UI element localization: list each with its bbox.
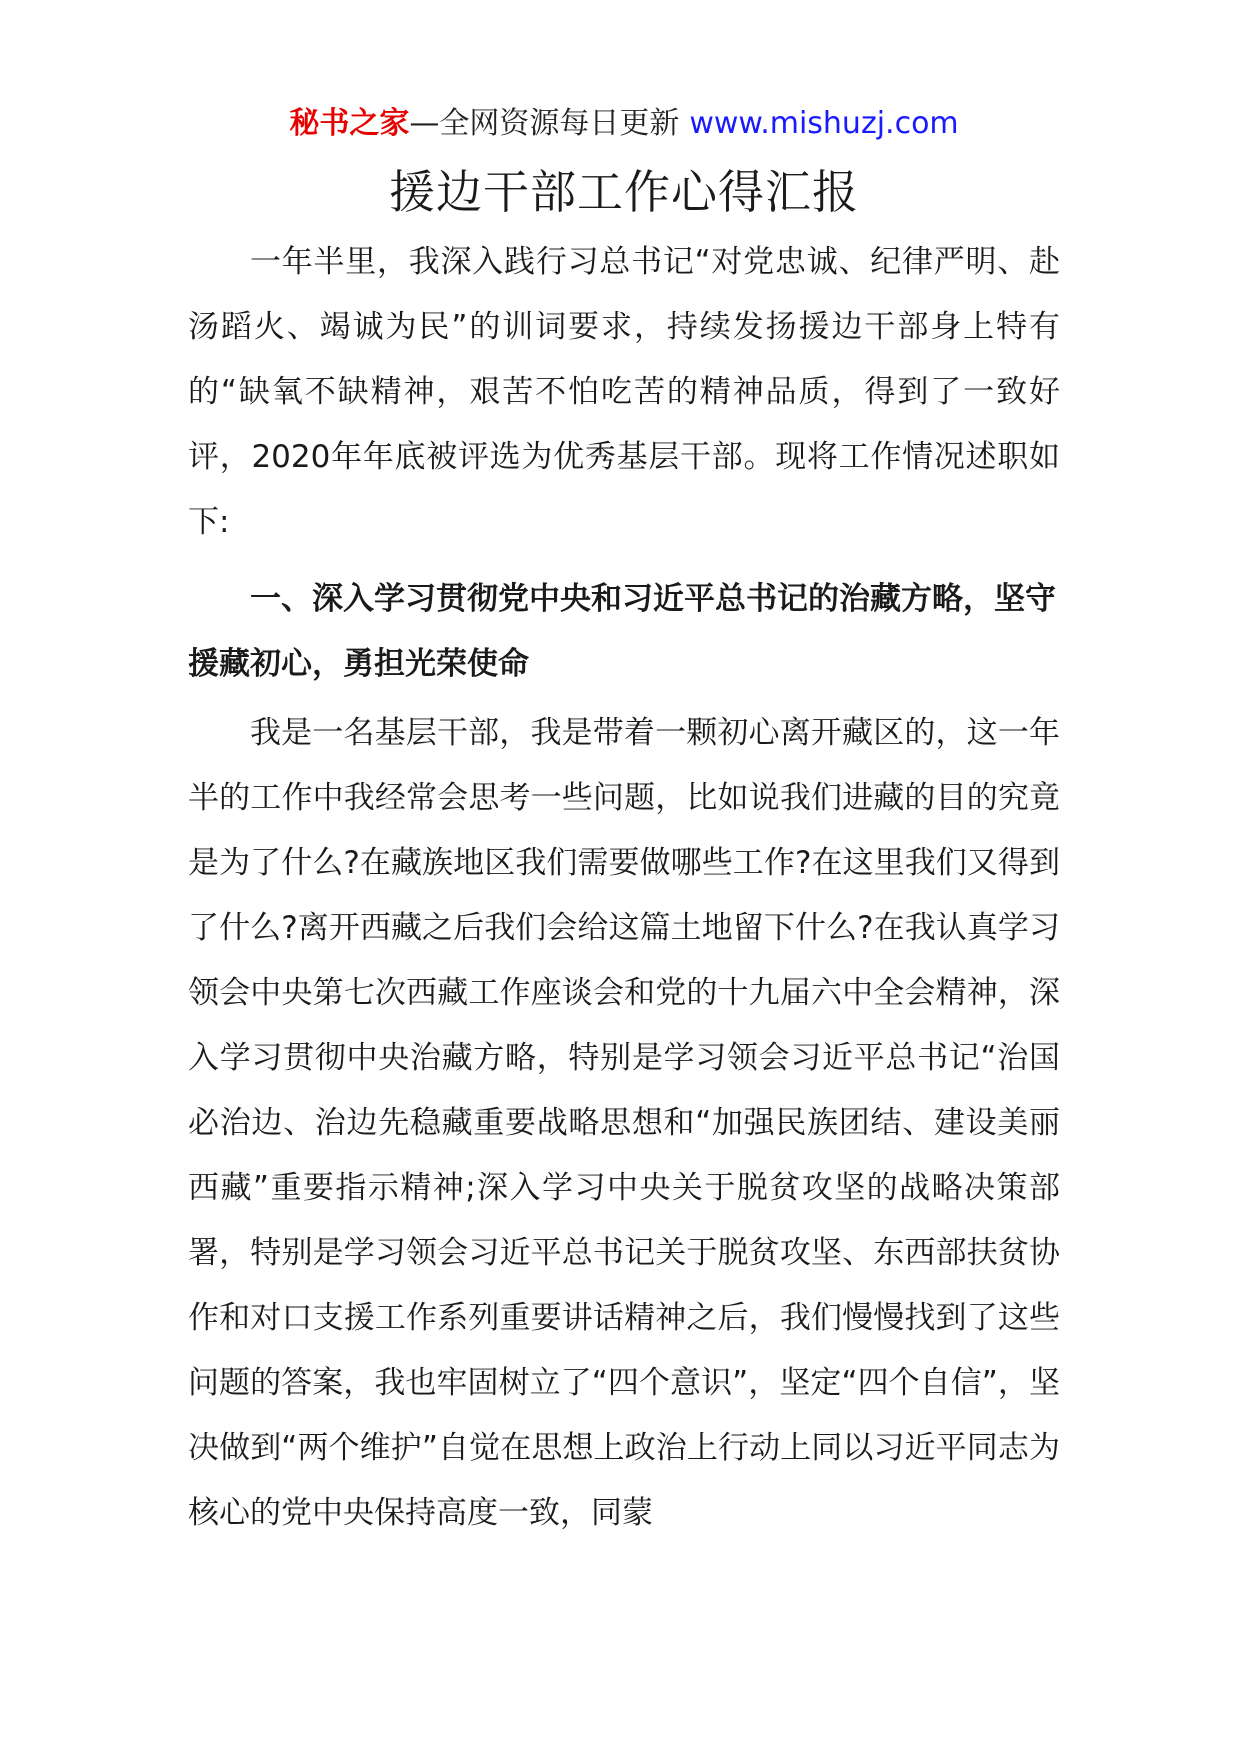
section-heading: 一、深入学习贯彻党中央和习近平总书记的治藏方略，坚守援藏初心，勇担光荣使命 — [188, 581, 1056, 682]
site-header — [188, 100, 1060, 148]
body-paragraph-section-1: 我是一名基层干部，我是带着一颗初心离开藏区的，这一年半的工作中我经常会思考一些问题，比如说我们进藏的目的究竟是为了什么?在藏族地区我们需要做哪些工作?在这里我们又得到了什么?离开西藏之后我们会给这篇土地留下什么?在我认真学习领会中央第七次西藏工作座谈会和党的十九届六中全会精神，深入学习贯彻中央治藏方略，特别是学习领会习近平总书记“治国必治边、治边先稳藏重要战略思想和“加强民族团结、建设美丽西藏”重要指示精神;深入学习中央关于脱贫攻坚的战略决策部署，特别是学习领会习近平总书记关于脱贫攻坚、东西部扶贫协作和对口支援工作系列重要讲话精神之后，我们慢慢找到了这些问题的答案，我也牢固树立了“四个意识”，坚定“四个自信”，坚决做到“两个维护”自觉在思想上政治上行动上同以习近平同志为核心的党中央保持高度一致，同蒙 — [188, 715, 1060, 1531]
document-page — [188, 100, 1060, 1546]
body-paragraph-intro: 一年半里，我深入践行习总书记“对党忠诚、纪律严明、赴汤蹈火、竭诚为民”的训词要求，持续发扬援边干部身上特有的“缺氧不缺精神，艰苦不怕吃苦的精神品质，得到了一致好评，2020年年底被评选为优秀基层干部。现将工作情况述职如下: — [188, 244, 1060, 540]
header-tagline: —全网资源每日更新 — [409, 106, 680, 141]
brand-name: 秘书之家 — [289, 106, 410, 141]
document-title: 援边干部工作心得汇报 — [389, 165, 859, 219]
site-url-link[interactable]: www.mishuzj.com — [689, 106, 959, 141]
